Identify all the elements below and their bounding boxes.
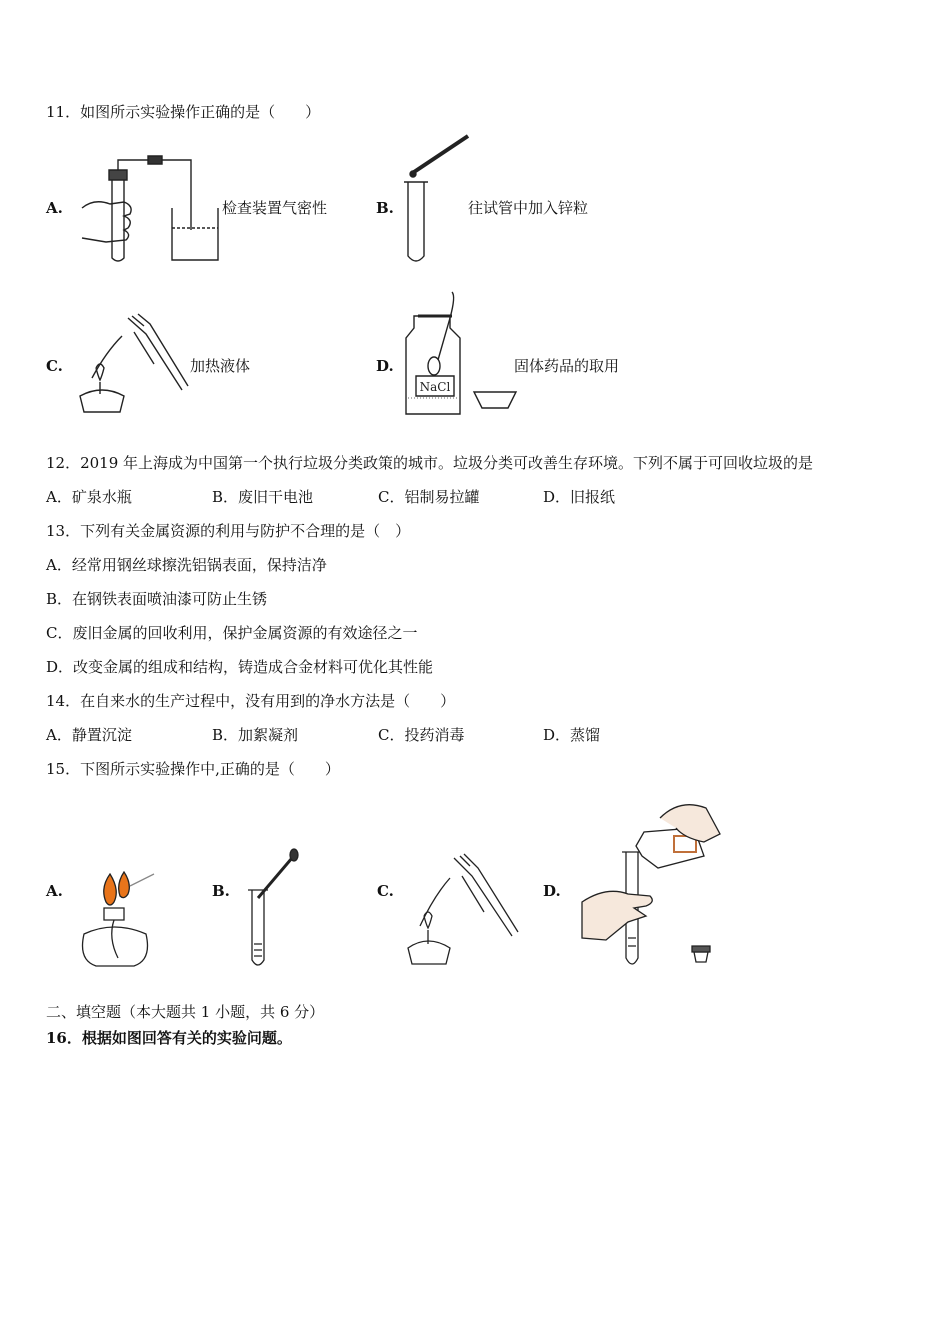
q11-option-d-caption: 固体药品的取用 bbox=[514, 357, 620, 375]
q15-option-a-label: A. bbox=[46, 882, 63, 900]
q12-option-a: A．矿泉水瓶 bbox=[46, 488, 132, 506]
airtight-check-apparatus-icon bbox=[76, 150, 226, 265]
q12-option-d: D．旧报纸 bbox=[543, 488, 616, 506]
pouring-liquid-icon bbox=[576, 798, 726, 973]
q15-stem: 15．下图所示实验操作中,正确的是（ ） bbox=[46, 760, 340, 778]
q15-option-d-label: D. bbox=[543, 882, 561, 900]
q14-option-b: B．加絮凝剂 bbox=[212, 726, 299, 744]
q13-option-a: A．经常用钢丝球擦洗铝锅表面，保持洁净 bbox=[46, 556, 327, 574]
q13-option-d: D．改变金属的组成和结构，铸造成合金材料可优化其性能 bbox=[46, 658, 434, 676]
heating-liquid-icon bbox=[72, 312, 192, 417]
q11-option-a-label: A. bbox=[46, 199, 63, 217]
q16-stem: 16．根据如图回答有关的实验问题。 bbox=[46, 1029, 292, 1047]
nacl-bottle-label: NaCl bbox=[419, 380, 451, 394]
q12-option-b: B．废旧干电池 bbox=[212, 488, 314, 506]
reagent-bottle-nacl-icon bbox=[404, 288, 524, 418]
dropper-test-tube-icon bbox=[246, 848, 302, 972]
q11-option-b-caption: 往试管中加入锌粒 bbox=[468, 199, 589, 217]
test-tube-zinc-icon bbox=[402, 132, 472, 267]
q14-option-c: C．投药消毒 bbox=[378, 726, 465, 744]
q11-option-d-label: D. bbox=[376, 357, 394, 375]
q11-stem: 11．如图所示实验操作正确的是（ ） bbox=[46, 103, 321, 121]
q13-stem: 13．下列有关金属资源的利用与防护不合理的是（ ） bbox=[46, 522, 411, 540]
q11-option-b-label: B. bbox=[376, 199, 394, 217]
q11-option-a-caption: 检查装置气密性 bbox=[222, 199, 328, 217]
q14-option-a: A．静置沉淀 bbox=[46, 726, 132, 744]
q15-option-c-label: C. bbox=[377, 882, 394, 900]
q12-stem: 12．2019 年上海成为中国第一个执行垃圾分类政策的城市。垃圾分类可改善生存环境。下列不属于可回收垃圾的是 bbox=[46, 454, 814, 472]
q15-option-b-label: B. bbox=[212, 882, 230, 900]
q11-option-c-label: C. bbox=[46, 357, 63, 375]
heating-test-tube-icon bbox=[404, 852, 522, 970]
q11-option-c-caption: 加热液体 bbox=[190, 357, 251, 375]
q14-option-d: D．蒸馏 bbox=[543, 726, 601, 744]
section2-heading: 二、填空题（本大题共 1 小题，共 6 分） bbox=[46, 1003, 325, 1021]
q14-stem: 14．在自来水的生产过程中，没有用到的净水方法是（ ） bbox=[46, 692, 456, 710]
q13-option-c: C．废旧金属的回收利用，保护金属资源的有效途径之一 bbox=[46, 624, 418, 642]
alcohol-lamp-lighting-icon bbox=[74, 868, 159, 973]
q12-option-c: C．铝制易拉罐 bbox=[378, 488, 480, 506]
q13-option-b: B．在钢铁表面喷油漆可防止生锈 bbox=[46, 590, 268, 608]
